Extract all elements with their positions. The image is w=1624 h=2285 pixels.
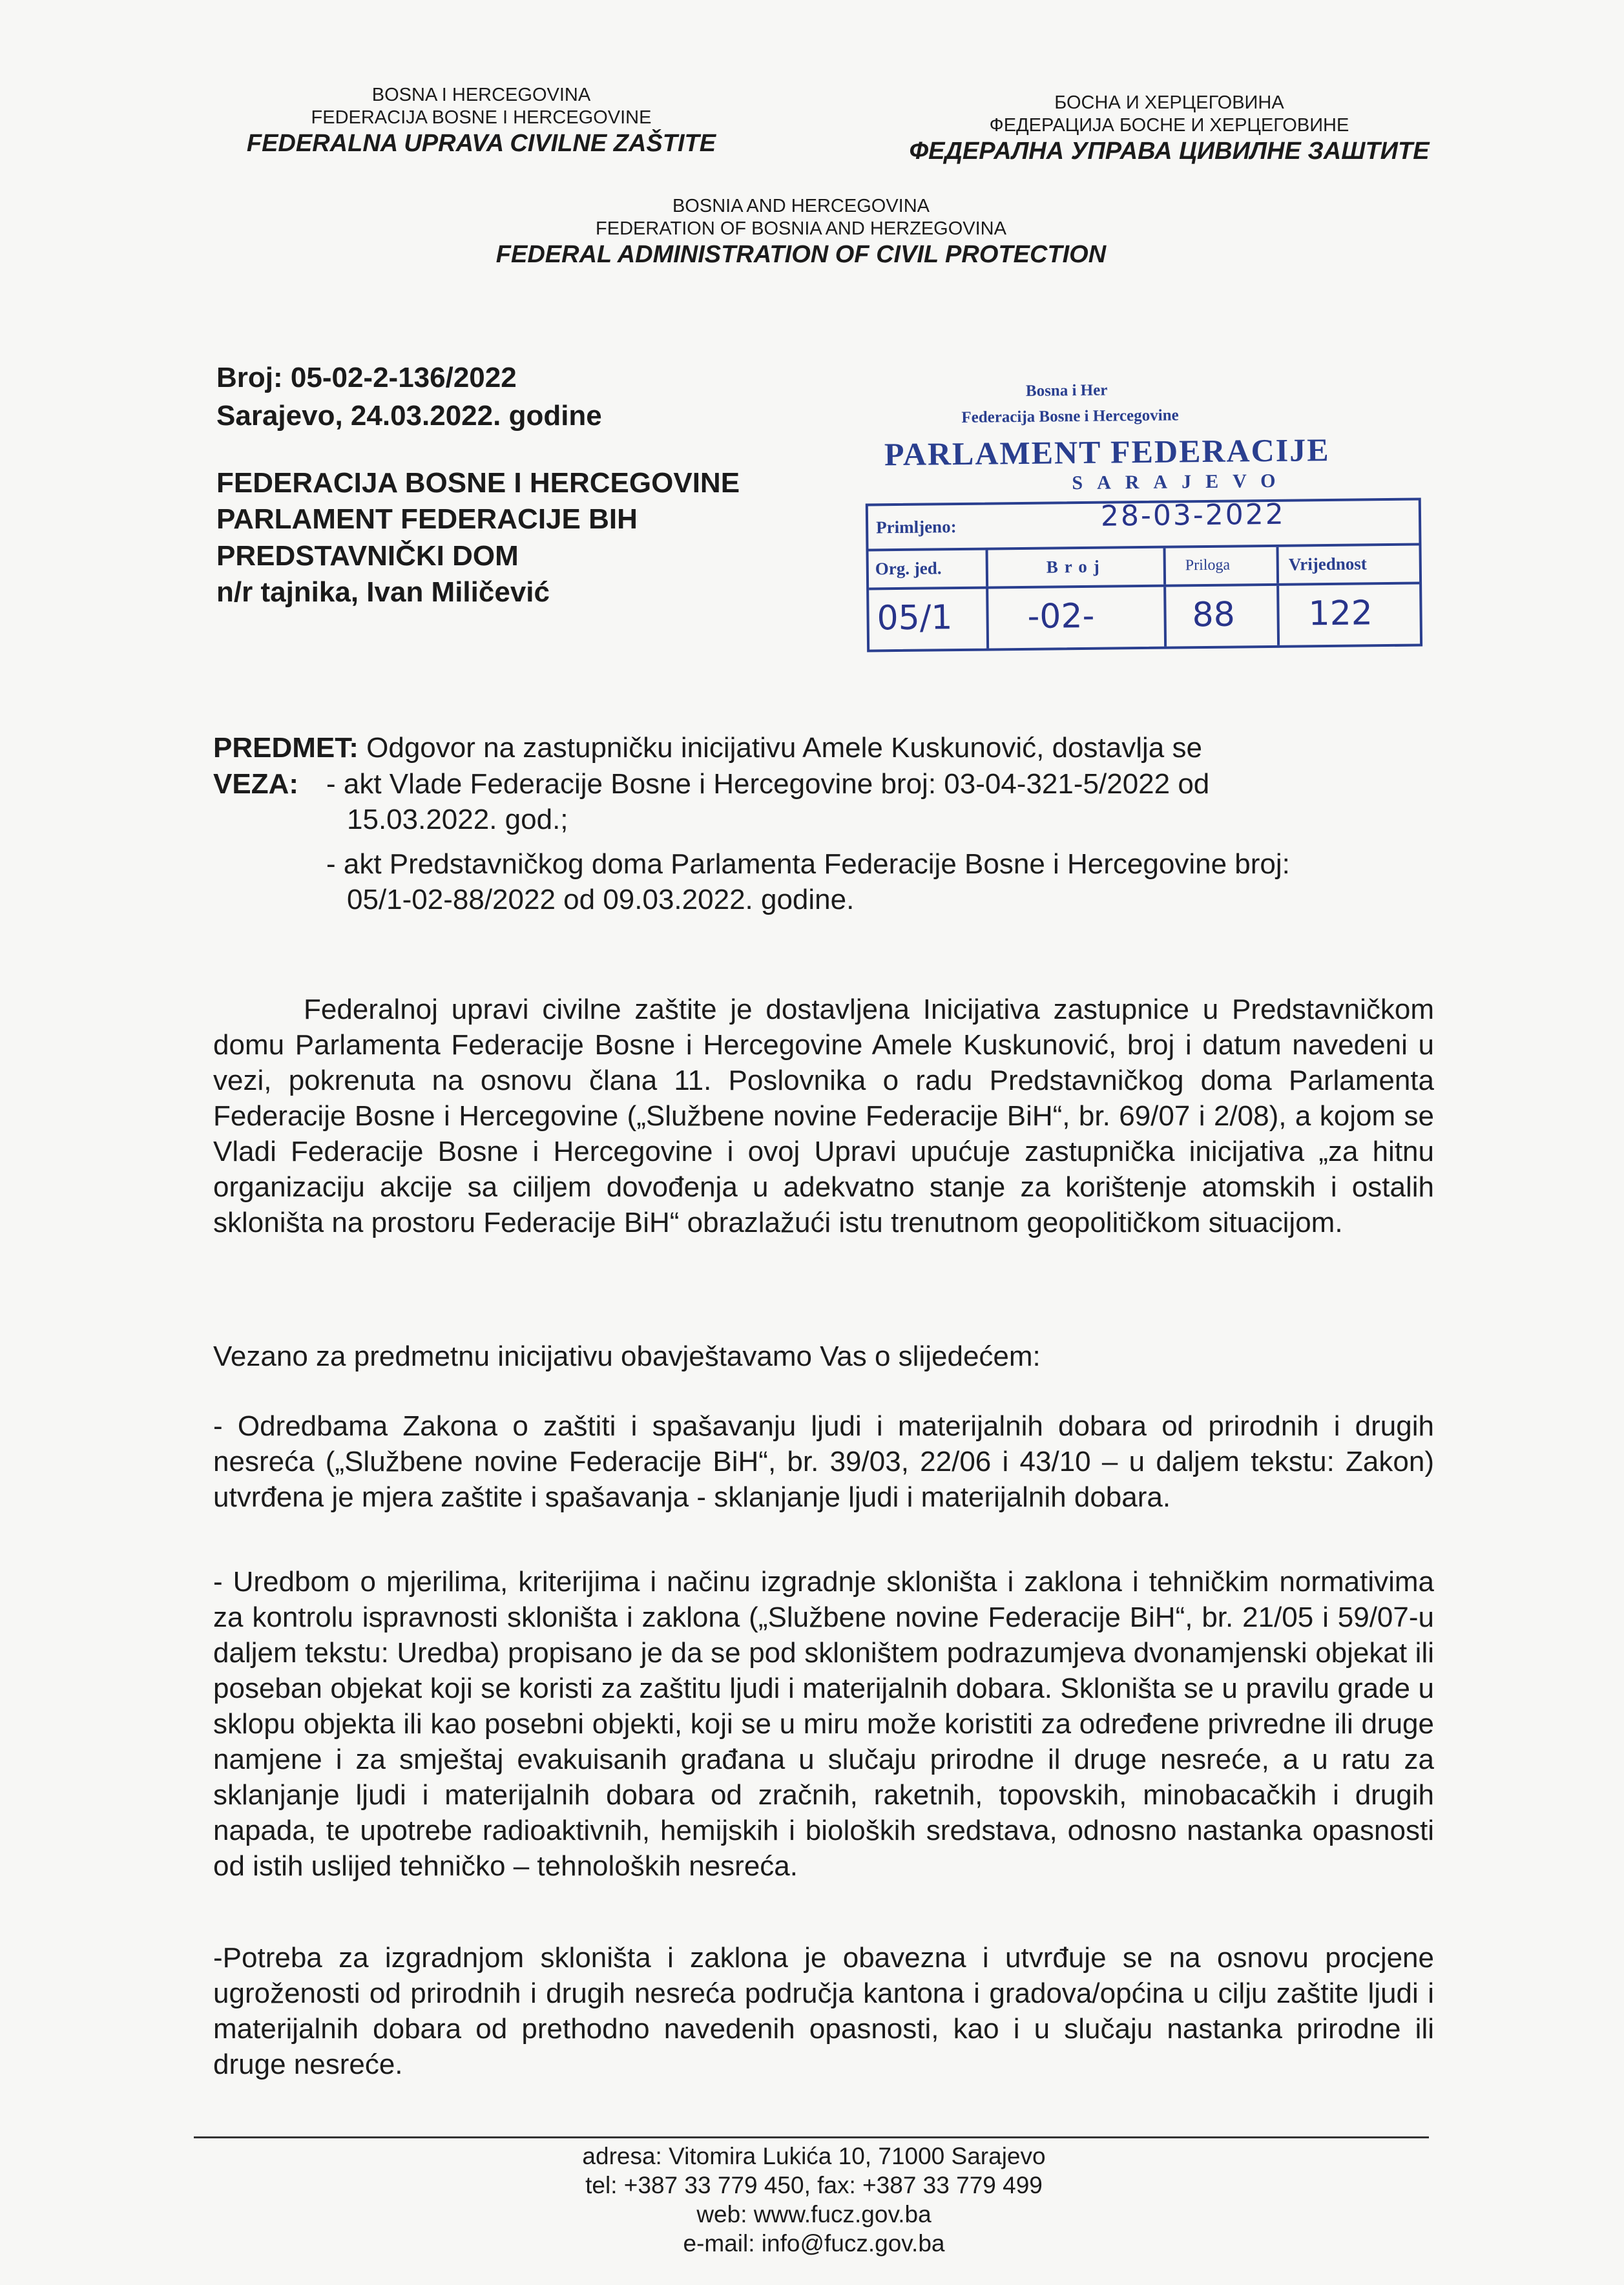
subject-line xyxy=(213,730,1441,766)
stamp-received-label: Primljeno: xyxy=(875,517,957,537)
stamp-col-vrijednost: Vrijednost xyxy=(1288,554,1367,574)
recipient-line-1: FEDERACIJA BOSNE I HERCEGOVINE xyxy=(216,467,740,499)
stamp-line-2: Federacija Bosne i Hercegovine xyxy=(961,406,1179,426)
body-paragraph-1: Federalnoj upravi civilne zaštite je dostavljena Inicijativa zastupnice u Predstavničkom domu Parlamenta Federacije Bosne i Hercegovine Amele Kuskunović, broj i datum navedeni u vezi, pokrenuta na osnovu člana 11. Poslovnika o radu Predstavničkog doma Parlamenta Federacije Bosne i Hercegovine („Službene novine Federacije BiH“, br. 69/07 i 2/08), a kojom se Vladi Federacije Bosne i Hercegovine i ovoj Upravi upućuje zastupnička inicijativa „za hitnu organizaciju akcije sa ciiljem dovođenja u adekvatno stanje za korištenje atomskih i ostalih skloništa na prostoru Federacije BiH“ obrazlažući istu trenutnom geopolitičkom situacijom. xyxy=(213,994,1434,1238)
stamp-val-broj: -02- xyxy=(1027,596,1095,636)
header-center-institution: FEDERAL ADMINISTRATION OF CIVIL PROTECTION xyxy=(495,240,1107,268)
stamp-col-org: Org. jed. xyxy=(875,558,942,579)
header-center xyxy=(426,195,1176,269)
body-paragraph-5: -Potreba za izgradnjom skloništa i zaklona je obavezna i utvrđuje se na osnovu procjene ugroženosti od prirodnih i drugih nesreća područja kantona i gradova/općina u cilju zaštite ljudi i materijalnih dobara od prethodno navedenih opasnosti, kao i u slučaju nastanka prirodne ili druge nesreće. xyxy=(213,1942,1434,2080)
stamp-received-date: 28-03-2022 xyxy=(1100,497,1286,533)
stamp-col-broj: Broj xyxy=(1046,556,1106,577)
received-stamp xyxy=(864,379,1422,656)
veza-item-1 xyxy=(326,766,1444,837)
recipient-line-4: n/r tajnika, Ivan Miličević xyxy=(216,576,550,608)
veza-item-2 xyxy=(326,846,1444,917)
stamp-val-broj-cell xyxy=(988,587,1167,649)
stamp-col-priloga-cell xyxy=(1166,547,1280,585)
footer xyxy=(452,2142,1176,2259)
stamp-val-vrijednost: 122 xyxy=(1308,594,1373,634)
recipient-line-2: PARLAMENT FEDERACIJE BIH xyxy=(216,503,638,536)
footer-address: adresa: Vitomira Lukića 10, 71000 Sarajevo xyxy=(582,2143,1046,2169)
recipient-block xyxy=(216,465,740,610)
footer-web: web: www.fucz.gov.ba xyxy=(696,2201,932,2228)
header-left-entity: FEDERACIJA BOSNE I HERCEGOVINE xyxy=(311,107,652,128)
veza-label: VEZA: xyxy=(213,768,298,800)
veza-item-1-line-1: - akt Vlade Federacije Bosne i Hercegovine broj: 03-04-321-5/2022 od xyxy=(326,768,1210,800)
footer-divider xyxy=(194,2136,1429,2138)
body-paragraph-2: Vezano za predmetnu inicijativu obavještavamo Vas o slijedećem: xyxy=(213,1341,1041,1372)
header-left-institution: FEDERALNA UPRAVA CIVILNE ZAŠTITE xyxy=(246,129,716,157)
body-paragraph-4: - Uredbom o mjerilima, kriterijima i načinu izgradnje skloništa i zaklona i tehničkim normativima za kontrolu ispravnosti skloništa i zaklona („Službene novine Federacije BiH“, br. 21/05 i 59/07-u daljem tekstu: Uredba) propisano je da se pod skloništem podrazumjeva dvonamjenski objekat ili poseban objekat koji se koristi za zaštitu ljudi i materijalnih dobara. Skloništa se u pravilu grade u sklopu objekta ili kao posebni objekti, koji se u miru može koristiti za određene privredne ili druge namjene i za smještaj evakuisanih građana u slučaju prirodne il druge nesreće, a u ratu za sklanjanje ljudi i materijalnih dobara od zračnih, raketnih, topovskih, minobacačkih i drugih napada, te upotrebe radioaktivnih, hemijskih i bioloških sredstava, odnosno nastanka opasnosti od istih uslijed tehničko – tehnoloških nesreća. xyxy=(213,1566,1434,1882)
veza-item-2-line-1: - akt Predstavničkog doma Parlamenta Federacije Bosne i Hercegovine broj: xyxy=(326,848,1290,880)
stamp-header-row xyxy=(869,546,1420,590)
footer-email: e-mail: info@fucz.gov.ba xyxy=(683,2230,945,2257)
veza-item-1-line-2: 15.03.2022. god.; xyxy=(347,804,568,835)
stamp-col-broj-cell xyxy=(988,548,1167,587)
stamp-title: PARLAMENT FEDERACIJE xyxy=(884,431,1330,473)
subject-text: Odgovor na zastupničku inicijativu Amele Kuskunović, dostavlja se xyxy=(358,732,1202,764)
stamp-city: SARAJEVO xyxy=(1072,470,1290,494)
stamp-col-org-cell xyxy=(869,550,989,588)
reference-place-date: Sarajevo, 24.03.2022. godine xyxy=(216,400,602,432)
stamp-received-row xyxy=(868,497,1419,552)
footer-phone: tel: +387 33 779 450, fax: +387 33 779 499 xyxy=(585,2172,1043,2199)
header-right-country: БОСНА И ХЕРЦЕГОВИНА xyxy=(1054,92,1284,113)
header-center-entity: FEDERATION OF BOSNIA AND HERZEGOVINA xyxy=(596,218,1006,239)
stamp-val-priloga-cell xyxy=(1166,586,1280,647)
header-left xyxy=(213,84,749,158)
reference-number: Broj: 05-02-2-136/2022 xyxy=(216,362,517,393)
stamp-values-row xyxy=(869,585,1420,650)
stamp-val-org: 05/1 xyxy=(877,598,953,638)
recipient-line-3: PREDSTAVNIČKI DOM xyxy=(216,539,519,572)
stamp-val-priloga: 88 xyxy=(1192,595,1236,635)
subject-label: PREDMET: xyxy=(213,732,359,764)
veza-item-2-line-2: 05/1-02-88/2022 od 09.03.2022. godine. xyxy=(347,884,855,915)
stamp-grid xyxy=(866,497,1422,652)
header-right-entity: ФЕДЕРАЦИЈА БОСНЕ И ХЕРЦЕГОВИНЕ xyxy=(989,114,1349,136)
stamp-line-1: Bosna i Her xyxy=(1025,381,1108,400)
body-paragraph-3: - Odredbama Zakona o zaštiti i spašavanju ljudi i materijalnih dobara od prirodnih i drugih nesreća („Službene novine Federacije BiH“, br. 39/03, 22/06 i 43/10 – u daljem tekstu: Zakon) utvrđena je mjera zaštite i spašavanja - sklanjanje ljudi i materijalnih dobara. xyxy=(213,1410,1434,1513)
stamp-val-org-cell xyxy=(869,589,989,650)
header-center-country: BOSNIA AND HERCEGOVINA xyxy=(672,196,930,216)
header-right-institution: ФЕДЕРАЛНА УПРАВА ЦИВИЛНЕ ЗАШТИТЕ xyxy=(909,137,1430,165)
header-left-country: BOSNA I HERCEGOVINA xyxy=(371,85,591,105)
stamp-col-priloga: Priloga xyxy=(1185,556,1231,574)
reference-block xyxy=(216,359,602,435)
header-right xyxy=(885,92,1453,166)
